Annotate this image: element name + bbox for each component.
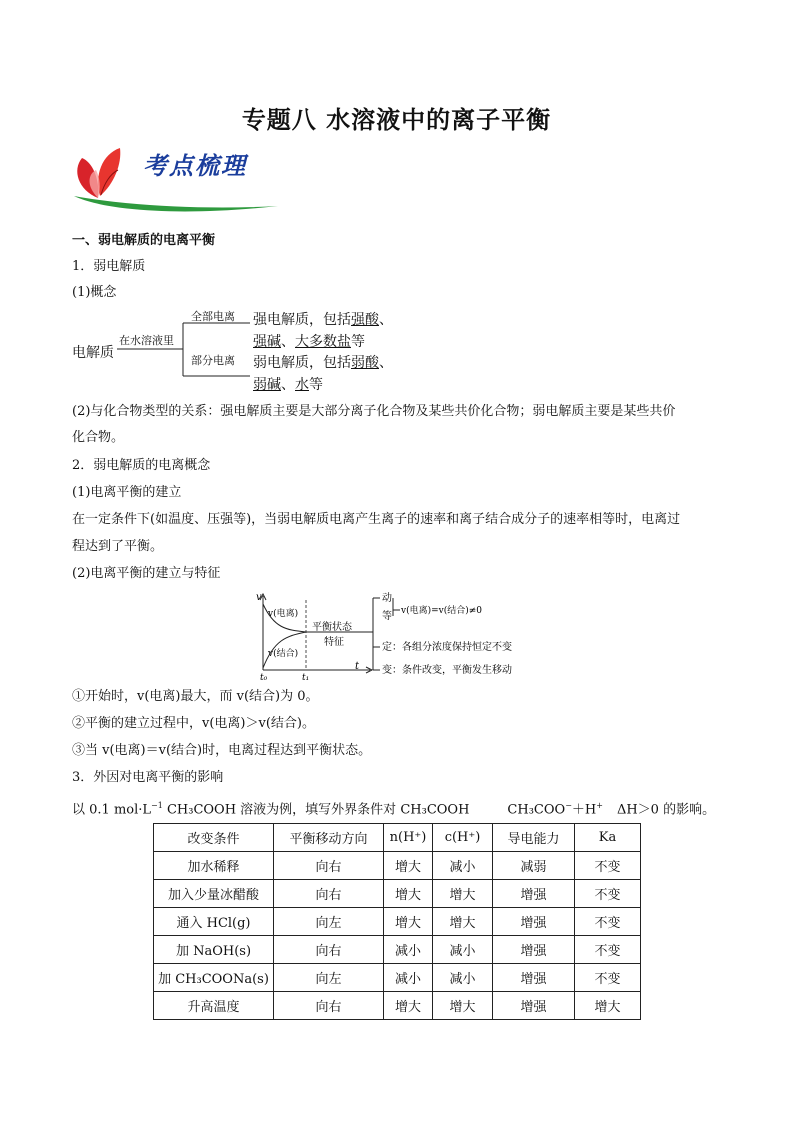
weak-line2: 弱碱、水等 (253, 377, 323, 393)
table-cell: 增大 (384, 908, 433, 936)
ionize-label: v(电离) (268, 609, 299, 619)
table-row (154, 992, 641, 1020)
table-cell: 向左 (274, 964, 384, 992)
strong-line2: 强碱、大多数盐等 (253, 334, 365, 350)
sub2-heading: 2．弱电解质的电离概念 (72, 458, 211, 473)
point1: ①开始时，v(电离)最大，而 v(结合)为 0。 (72, 689, 319, 704)
combine-label: v(结合) (268, 649, 299, 659)
concept-label: (1)概念 (72, 285, 117, 300)
table-cell: 增强 (493, 964, 575, 992)
deng-label: 等 (382, 611, 392, 622)
t1-label: t₁ (302, 673, 310, 680)
table-row (154, 880, 641, 908)
ding-text: 定：各组分浓度保持恒定不变 (382, 642, 512, 653)
bian-text: 变：条件改变，平衡发生移动 (382, 665, 512, 676)
point3: ③当 v(电离)＝v(结合)时，电离过程达到平衡状态。 (72, 743, 372, 758)
table-header: c(H⁺) (433, 824, 493, 852)
table-cell: 加入少量冰醋酸 (154, 880, 274, 908)
table-cell: 减小 (384, 964, 433, 992)
table-cell: 增强 (493, 880, 575, 908)
table-row (154, 852, 641, 880)
table-header: 平衡移动方向 (274, 824, 384, 852)
table-cell: 向右 (274, 852, 384, 880)
table-cell: 向左 (274, 908, 384, 936)
table-cell: 不变 (575, 880, 641, 908)
relation-line1: (2)与化合物类型的关系：强电解质主要是大部分离子化合物及某些共价化合物；弱电解质主要是某些共价 (72, 404, 676, 419)
swoosh-icon (74, 196, 278, 211)
table-header-row (154, 824, 641, 852)
table-row (154, 964, 641, 992)
table-header: Ka (575, 824, 641, 852)
table-cell: 增大 (433, 908, 493, 936)
table-cell: 增大 (384, 852, 433, 880)
table-cell: 增强 (493, 908, 575, 936)
table-cell: 加水稀释 (154, 852, 274, 880)
table-cell: 通入 HCl(g) (154, 908, 274, 936)
table-cell: 增大 (433, 992, 493, 1020)
branch-partial: 部分电离 (191, 354, 235, 367)
axis-x-label: t (355, 661, 360, 672)
strong-line1: 强电解质，包括强酸、 (253, 312, 393, 328)
sub3-heading: 3．外因对电离平衡的影响 (72, 770, 224, 785)
equal-text: v(电离)=v(结合)≠0 (401, 606, 483, 616)
sub1-heading: 1．弱电解质 (72, 259, 146, 274)
point2: ②平衡的建立过程中，v(电离)＞v(结合)。 (72, 716, 315, 731)
table-header: n(H⁺) (384, 824, 433, 852)
table-cell: 升高温度 (154, 992, 274, 1020)
diagram-branches (115, 320, 255, 380)
table-cell: 增大 (384, 992, 433, 1020)
table-cell: 不变 (575, 936, 641, 964)
diagram-root: 电解质 (72, 345, 114, 361)
table-cell: 不变 (575, 908, 641, 936)
table-cell: 增大 (433, 880, 493, 908)
table-cell: 减小 (433, 936, 493, 964)
state-label: 平衡状态 (312, 622, 352, 633)
table-cell: 减小 (384, 936, 433, 964)
table-cell: 减小 (433, 852, 493, 880)
feature-label: (2)电离平衡的建立与特征 (72, 566, 221, 581)
table-cell: 向右 (274, 992, 384, 1020)
table-cell: 增大 (575, 992, 641, 1020)
table-cell: 向右 (274, 880, 384, 908)
table-cell: 增强 (493, 936, 575, 964)
table-header: 改变条件 (154, 824, 274, 852)
establish-label: (1)电离平衡的建立 (72, 485, 182, 500)
table-cell: 减弱 (493, 852, 575, 880)
table-cell: 向右 (274, 936, 384, 964)
weak-line1: 弱电解质，包括弱酸、 (253, 355, 393, 371)
table-cell: 增强 (493, 992, 575, 1020)
t0-label: t₀ (260, 673, 268, 680)
banner-text: 考点梳理 (143, 151, 247, 180)
table-cell: 不变 (575, 964, 641, 992)
sub3-intro: 以 0.1 $mol\cdot L^{-1}$ CH₃COOH 溶液为例，填写外界条件对 CH₃COOH CH₃COO−＋H+ ΔH＞0 的影响。 (72, 801, 716, 818)
table-cell: 不变 (575, 852, 641, 880)
table-row (154, 908, 641, 936)
table-cell: 加 CH₃COONa(s) (154, 964, 274, 992)
establish-line1: 在一定条件下(如温度、压强等)，当弱电解质电离产生离子的速率和离子结合成分子的速率相等时，电离过 (72, 512, 681, 527)
equilibrium-graph (252, 590, 542, 680)
feature-text: 特征 (324, 637, 344, 648)
diagram-condition: 在水溶液里 (119, 334, 174, 347)
influence-table (153, 823, 641, 1020)
branch-full: 全部电离 (191, 310, 235, 323)
table-cell: 加 NaOH(s) (154, 936, 274, 964)
axis-y-label: v (256, 592, 262, 603)
butterfly-icon (77, 148, 120, 198)
table-cell: 减小 (433, 964, 493, 992)
section1-heading: 一、弱电解质的电离平衡 (72, 233, 216, 248)
table-cell: 增大 (384, 880, 433, 908)
relation-line2: 化合物。 (72, 430, 125, 445)
dong-label: 动 (382, 593, 392, 604)
page-title: 专题八 水溶液中的离子平衡 (241, 106, 552, 134)
section-banner (68, 140, 283, 215)
table-header: 导电能力 (493, 824, 575, 852)
table-row (154, 936, 641, 964)
establish-line2: 程达到了平衡。 (72, 539, 164, 554)
